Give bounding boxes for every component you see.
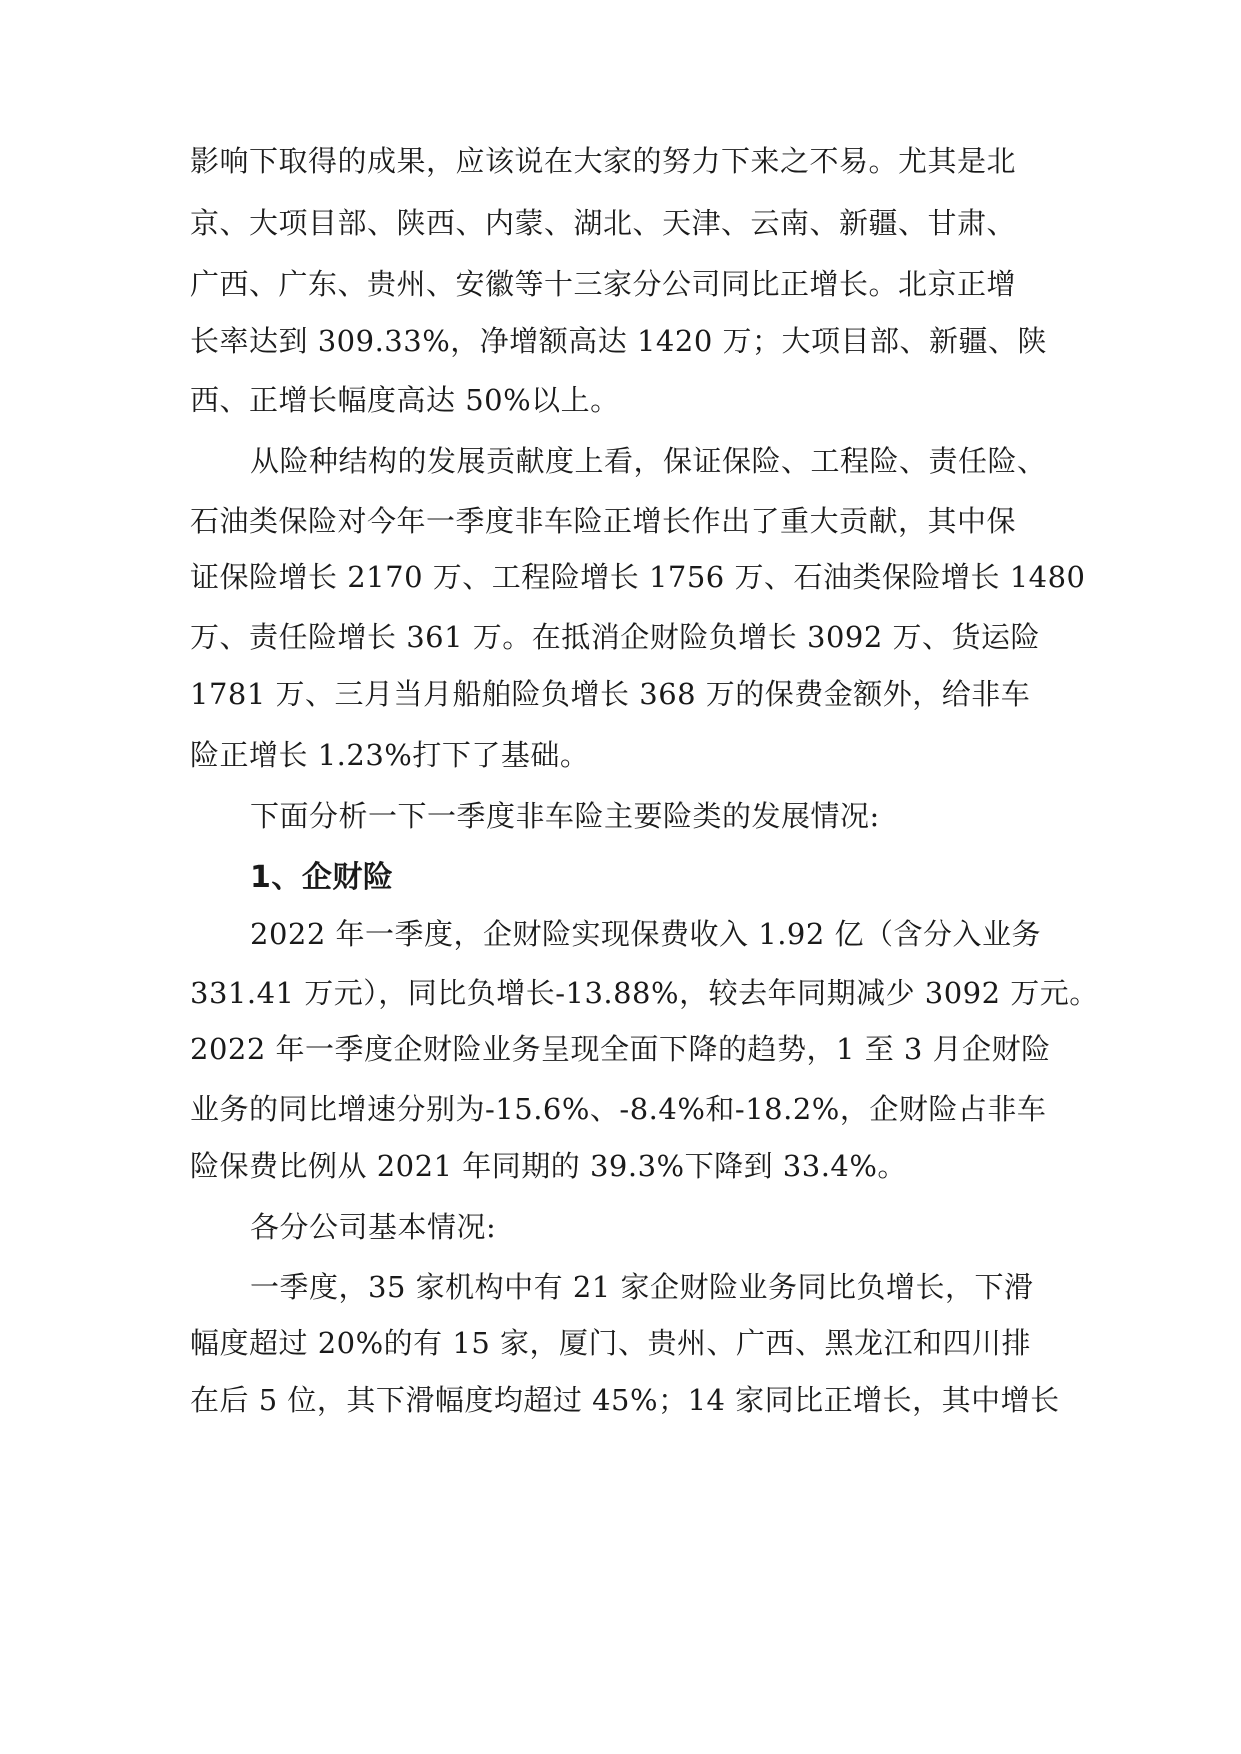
- section-heading: 1、企财险: [250, 860, 394, 895]
- paragraph-line: 1781 万、三月当月船舶险负增长 368 万的保费金额外，给非车: [190, 677, 1031, 711]
- paragraph-line: 下面分析一下一季度非车险主要险类的发展情况:: [250, 799, 880, 833]
- paragraph-line: 幅度超过 20%的有 15 家，厦门、贵州、广西、黑龙江和四川排: [190, 1326, 1032, 1360]
- paragraph-line: 从险种结构的发展贡献度上看，保证保险、工程险、责任险、: [250, 444, 1047, 478]
- paragraph-line: 在后 5 位，其下滑幅度均超过 45%；14 家同比正增长，其中增长: [190, 1383, 1060, 1417]
- paragraph-line: 业务的同比增速分别为-15.6%、-8.4%和-18.2%，企财险占非车: [190, 1092, 1047, 1126]
- paragraph-line: 2022 年一季度企财险业务呈现全面下降的趋势，1 至 3 月企财险: [190, 1032, 1051, 1066]
- paragraph-line: 证保险增长 2170 万、工程险增长 1756 万、石油类保险增长 1480: [190, 560, 1086, 594]
- paragraph-line: 331.41 万元），同比负增长-13.88%，较去年同期减少 3092 万元。: [190, 976, 1099, 1010]
- paragraph-line: 险正增长 1.23%打下了基础。: [190, 738, 590, 772]
- paragraph-line: 广西、广东、贵州、安徽等十三家分公司同比正增长。北京正增: [190, 267, 1017, 301]
- paragraph-line: 一季度，35 家机构中有 21 家企财险业务同比负增长，下滑: [250, 1270, 1034, 1304]
- paragraph-line: 影响下取得的成果，应该说在大家的努力下来之不易。尤其是北: [190, 144, 1017, 178]
- paragraph-line: 长率达到 309.33%，净增额高达 1420 万；大项目部、新疆、陕: [190, 324, 1047, 358]
- paragraph-line: 万、责任险增长 361 万。在抵消企财险负增长 3092 万、货运险: [190, 620, 1041, 654]
- paragraph-line: 京、大项目部、陕西、内蒙、湖北、天津、云南、新疆、甘肃、: [190, 206, 1017, 240]
- paragraph-line: 险保费比例从 2021 年同期的 39.3%下降到 33.4%。: [190, 1149, 907, 1183]
- paragraph-line: 各分公司基本情况:: [250, 1210, 497, 1244]
- paragraph-line: 西、正增长幅度高达 50%以上。: [190, 383, 620, 417]
- paragraph-line: 2022 年一季度，企财险实现保费收入 1.92 亿（含分入业务: [250, 917, 1042, 951]
- paragraph-line: 石油类保险对今年一季度非车险正增长作出了重大贡献，其中保: [190, 504, 1017, 538]
